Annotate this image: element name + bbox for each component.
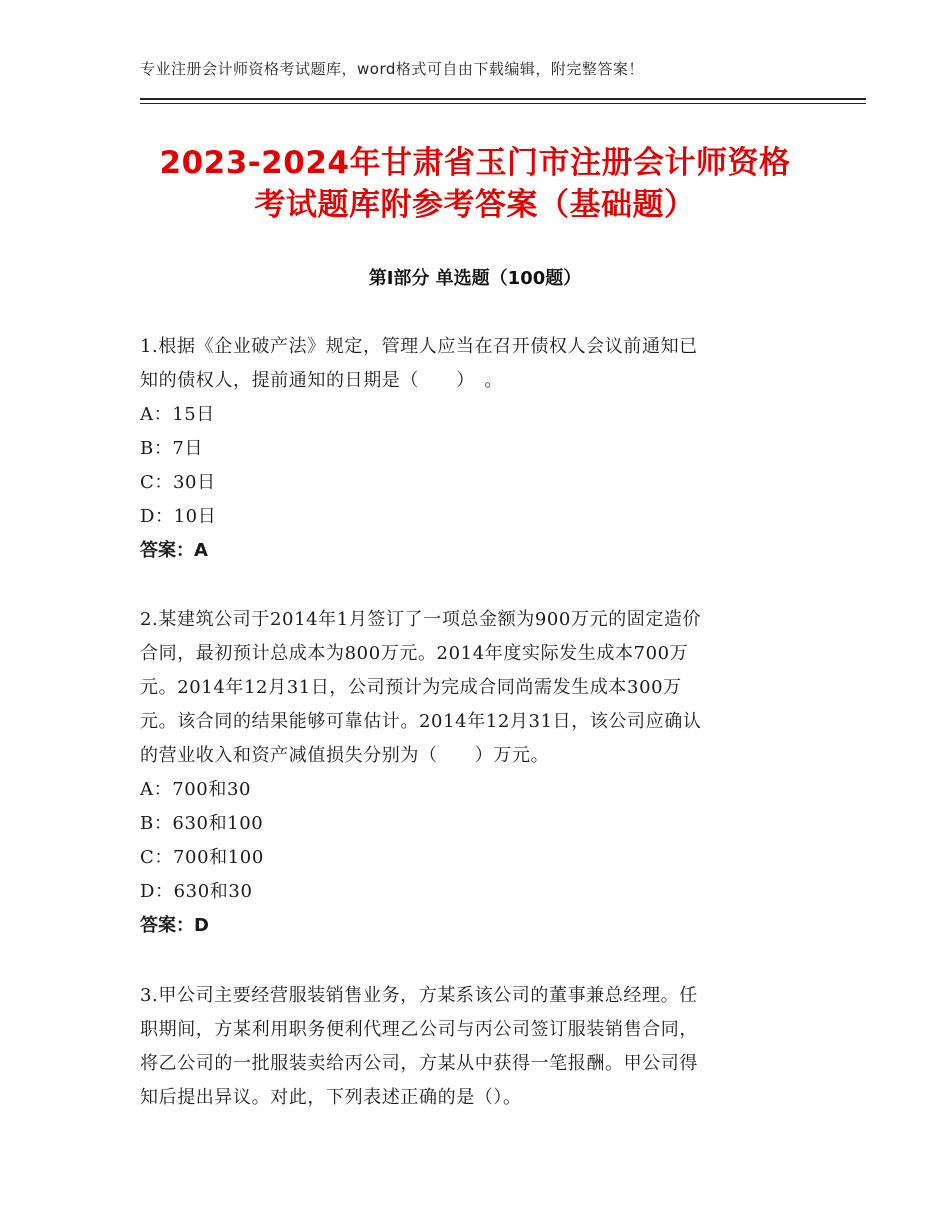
question-stem-line: 知后提出异议。对此，下列表述正确的是（）。 [140, 1087, 522, 1108]
section-heading: 第Ⅰ部分 单选题（100题） [368, 268, 582, 289]
option-a: A：700和30 [140, 779, 252, 800]
option-a: A：15日 [140, 404, 215, 425]
question-stem-line: 职期间，方某利用职务便利代理乙公司与丙公司签订服装销售合同， [140, 1019, 698, 1040]
option-b: B：630和100 [140, 813, 264, 834]
answer: 答案：D [140, 915, 209, 936]
header-rule-thick [140, 98, 866, 100]
header-rule-thin [140, 103, 866, 104]
option-d: D：10日 [140, 506, 217, 527]
page-header: 专业注册会计师资格考试题库，word格式可自由下载编辑，附完整答案！ [140, 60, 644, 78]
question-2 [140, 603, 800, 943]
question-3 [140, 979, 800, 1115]
option-d: D：630和30 [140, 881, 253, 902]
option-c: C：700和100 [140, 847, 264, 868]
question-stem-line: 元。该合同的结果能够可靠估计。2014年12月31日，该公司应确认 [140, 711, 702, 732]
option-c: C：30日 [140, 472, 216, 493]
question-stem-line: 知的债权人，提前通知的日期是（ ） 。 [140, 370, 503, 391]
answer: 答案：A [140, 540, 208, 561]
title-line-1: 2023-2024年甘肃省玉门市注册会计师资格 [159, 145, 791, 181]
question-stem-line: 3.甲公司主要经营服装销售业务，方某系该公司的董事兼总经理。任 [140, 985, 698, 1006]
question-1 [140, 330, 800, 568]
question-stem-line: 2.某建筑公司于2014年1月签订了一项总金额为900万元的固定造价 [140, 609, 702, 630]
question-stem-line: 1.根据《企业破产法》规定，管理人应当在召开债权人会议前通知已 [140, 336, 698, 357]
option-b: B：7日 [140, 438, 204, 459]
title-line-2: 考试题库附参考答案（基础题） [254, 187, 696, 223]
document-title [120, 142, 830, 226]
question-stem-line: 的营业收入和资产减值损失分别为（ ）万元。 [140, 745, 550, 766]
question-stem-line: 合同，最初预计总成本为800万元。2014年度实际发生成本700万 [140, 643, 689, 664]
question-stem-line: 将乙公司的一批服装卖给丙公司，方某从中获得一笔报酬。甲公司得 [140, 1053, 698, 1074]
question-stem-line: 元。2014年12月31日，公司预计为完成合同尚需发生成本300万 [140, 677, 682, 698]
